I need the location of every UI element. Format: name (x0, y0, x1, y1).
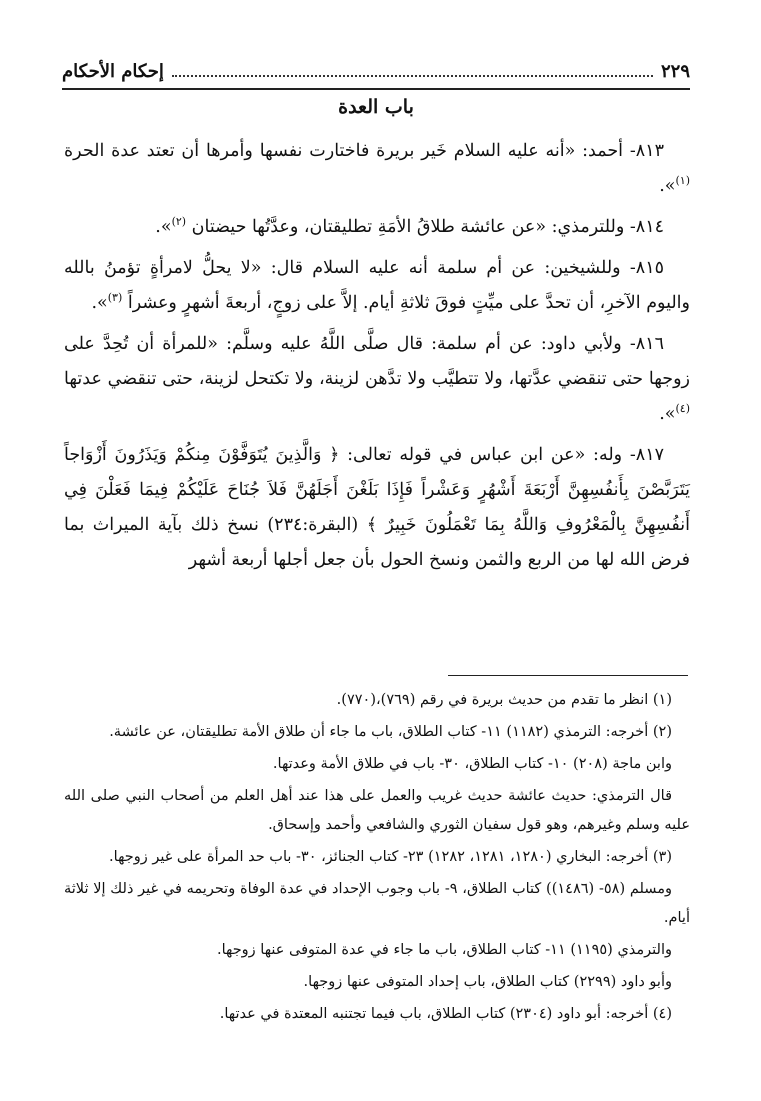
hadith-paragraph (64, 251, 690, 321)
quote-close: ». (91, 293, 108, 313)
quote-close: ». (659, 176, 676, 196)
footnotes (64, 686, 690, 1032)
footnote: ومسلم (٥٨- (١٤٨٦)) كتاب الطلاق، ٩- باب وجوب الإحداد في عدة الوفاة وتحريمه في غير ذلك إلا ثلاثة أيام. (64, 881, 690, 926)
hadith-number: ٨١٣- (629, 141, 664, 161)
hadith-number: ٨١٥- (629, 258, 664, 278)
footnote: قال الترمذي: حديث عائشة حديث غريب والعمل على هذا عند أهل العلم من أصحاب النبي صلى الله عليه وسلم وغيرهم، وهو قول سفيان الثوري والشافعي وأحمد وإسحاق. (64, 788, 690, 833)
footnote-ref: (٣) (107, 291, 123, 305)
hadith-text: ولأبي داود: عن أم سلمة: قال صلَّى اللَّهُ عليه وسلَّم: «للمرأة أن تُحِدَّ على زوجها حتى تنقضي عدَّتها، ولا تتطيَّب ولا تدَّهن لزينة، ولا تكتحل لزينة، حتى تنقضي عدتها (64, 334, 690, 389)
hadith-text: أحمد: «أنه عليه السلام خَير بريرة فاختارت نفسها وأمرها أن تعتد عدة الحرة (64, 141, 624, 161)
footnote-ref: (٢) (171, 215, 187, 229)
header-rule (62, 88, 690, 90)
footnote-ref: (١) (675, 174, 690, 188)
hadith-paragraph (64, 438, 690, 578)
chapter-title: باب العدة (338, 96, 414, 118)
hadith-paragraph (64, 134, 690, 204)
footnote: (٤) أخرجه: أبو داود (٢٣٠٤) كتاب الطلاق، باب فيما تجتنبه المعتدة في عدتها. (219, 1006, 672, 1022)
hadith-number: ٨١٤- (629, 217, 664, 237)
hadith-text: وللترمذي: «عن عائشة طلاقُ الأمَةِ تطليقتان، وعدَّتُها حيضتان (191, 217, 625, 237)
hadith-paragraph (64, 210, 690, 245)
header-dot-leader (172, 65, 653, 77)
running-header (62, 56, 690, 86)
quote-close: ». (155, 217, 172, 237)
footnote: والترمذي (١١٩٥) ١١- كتاب الطلاق، باب ما جاء في عدة المتوفى عنها زوجها. (217, 942, 672, 958)
footnote: (٢) أخرجه: الترمذي (١١٨٢) ١١- كتاب الطلاق، باب ما جاء أن طلاق الأمة تطليقتان، عن عائشة. (109, 724, 672, 740)
main-text (64, 134, 690, 584)
hadith-text: وللشيخين: عن أم سلمة أنه عليه السلام قال: «لا يحلُّ لامرأةٍ تؤمنُ بالله واليوم الآخرِ، أن تحدَّ على ميِّتٍ فوقَ ثلاثةِ أيام. إلاَّ على زوجٍ، أربعةَ أشهرٍ وعشراً (64, 258, 690, 313)
hadith-text: وله: «عن ابن عباس في قوله تعالى: ﴿ وَالَّذِينَ يُتَوَفَّوْنَ مِنكُمْ وَيَذَرُونَ أَزْوَاجاً يَتَرَبَّصْنَ بِأَنفُسِهِنَّ أَرْبَعَةَ أَشْهُرٍ وَعَشْراً فَإِذَا بَلَغْنَ أَجَلَهُنَّ فَلاَ جُنَاحَ عَلَيْكُمْ فِيمَا فَعَلْنَ فِي أَنفُسِهِنَّ بِالْمَعْرُوفِ وَاللَّهُ بِمَا تَعْمَلُونَ خَبِيرٌ ﴾ (البقرة:٢٣٤) نسخ ذلك بآية الميراث بما فرض الله لها من الربع والثمن ونسخ الحول بأن جعل أجلها أربعة أشهر (64, 445, 690, 570)
footnote-ref: (٤) (675, 402, 690, 416)
footnote: (١) انظر ما تقدم من حديث بريرة في رقم (٧٦٩)،(٧٧٠). (336, 692, 672, 708)
hadith-paragraph (64, 327, 690, 432)
running-title: إحكام الأحكام (62, 60, 164, 82)
footnote: وابن ماجة (٢٠٨) ١٠- كتاب الطلاق، ٣٠- باب في طلاق الأمة وعدتها. (272, 756, 672, 772)
page-number: ٢٢٩ (660, 60, 690, 82)
hadith-number: ٨١٦- (629, 334, 664, 354)
footnote: (٣) أخرجه: البخاري (١٢٨٠، ١٢٨١، ١٢٨٢) ٢٣- كتاب الجنائز، ٣٠- باب حد المرأة على غير زوجها. (109, 849, 672, 865)
footnote: وأبو داود (٢٢٩٩) كتاب الطلاق، باب إحداد المتوفى عنها زوجها. (303, 974, 672, 990)
hadith-number: ٨١٧- (629, 445, 664, 465)
quote-close: ». (659, 404, 676, 424)
footnote-rule (448, 675, 688, 676)
